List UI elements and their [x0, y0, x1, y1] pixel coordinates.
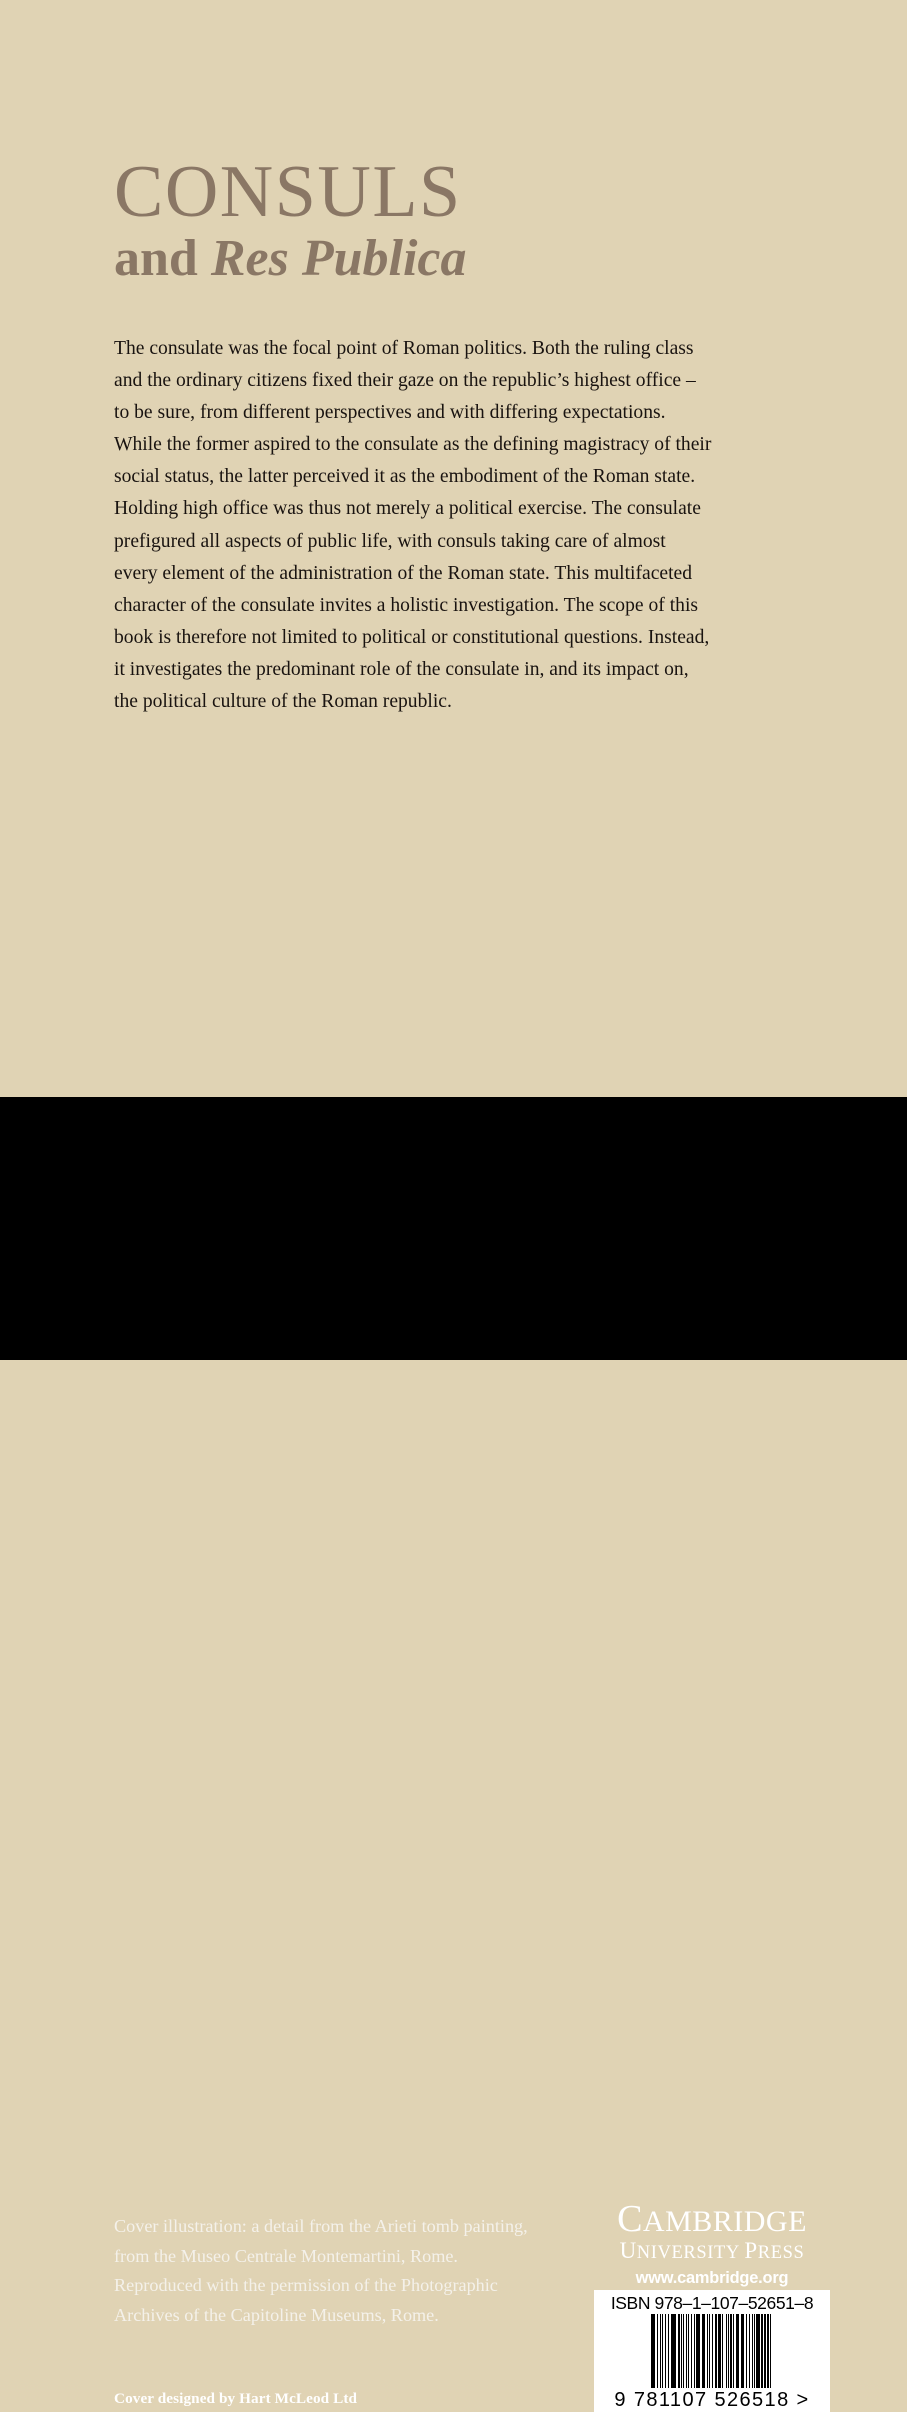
cover-illustration-credit — [114, 2212, 544, 2330]
barcode-bar — [770, 2314, 772, 2388]
publisher-url[interactable]: www.cambridge.org — [635, 2269, 789, 2288]
publisher-name — [594, 2198, 830, 2240]
book-title: CONSULS — [114, 151, 462, 233]
publisher-name-rest: AMBRIDGE — [642, 2205, 807, 2238]
cover-upper-panel — [0, 0, 907, 1097]
title-block — [114, 151, 754, 287]
isbn-barcode — [594, 2290, 830, 2412]
barcode-digits: 9 781107 526518 > — [614, 2389, 810, 2411]
publisher-press-line — [594, 2238, 830, 2264]
cover-designer-credit: Cover designed by Hart McLeod Ltd — [114, 2390, 358, 2407]
book-subtitle — [114, 229, 754, 287]
publisher-name-initial: C — [617, 2198, 643, 2240]
cover-lower-panel — [0, 1097, 907, 2411]
subtitle-prefix: and — [114, 229, 211, 287]
press-word-press: RESS — [757, 2243, 805, 2264]
subtitle-italic: Res Publica — [210, 229, 467, 287]
press-initial-u: U — [619, 2238, 637, 2264]
press-word-university: NIVERSITY — [636, 2243, 745, 2264]
blurb-paragraph: The consulate was the focal point of Roman politics. Both the ruling class and the ordinary citizens fixed their gaze on the republic’s highest office – to be sure, from different perspectives and with differing expectations. While the former aspired to the consulate as the defining magistracy of their social status, the latter perceived it as the embodiment of the Roman state. Holding high office was thus not merely a political exercise. The consulate prefigured all aspects of public life, with consuls taking care of almost every element of the administration of the Roman state. This multifaceted character of the consulate invites a holistic investigation. The scope of this book is therefore not limited to political or constitutional questions. Instead, it investigates the predominant role of the consulate in, and its impact on, the political culture of the Roman republic. — [114, 338, 712, 713]
press-initial-p: P — [744, 2238, 758, 2264]
publisher-logo — [594, 2198, 830, 2288]
isbn-label: ISBN 978–1–107–52651–8 — [610, 2293, 814, 2313]
credit-paragraph: Cover illustration: a detail from the Arieti tomb painting, from the Museo Centrale Montemartini, Rome. Reproduced with the permission of the Photographic Archives of the Capitoline Museums, Rome. — [114, 2216, 528, 2325]
blurb-text — [114, 333, 714, 718]
